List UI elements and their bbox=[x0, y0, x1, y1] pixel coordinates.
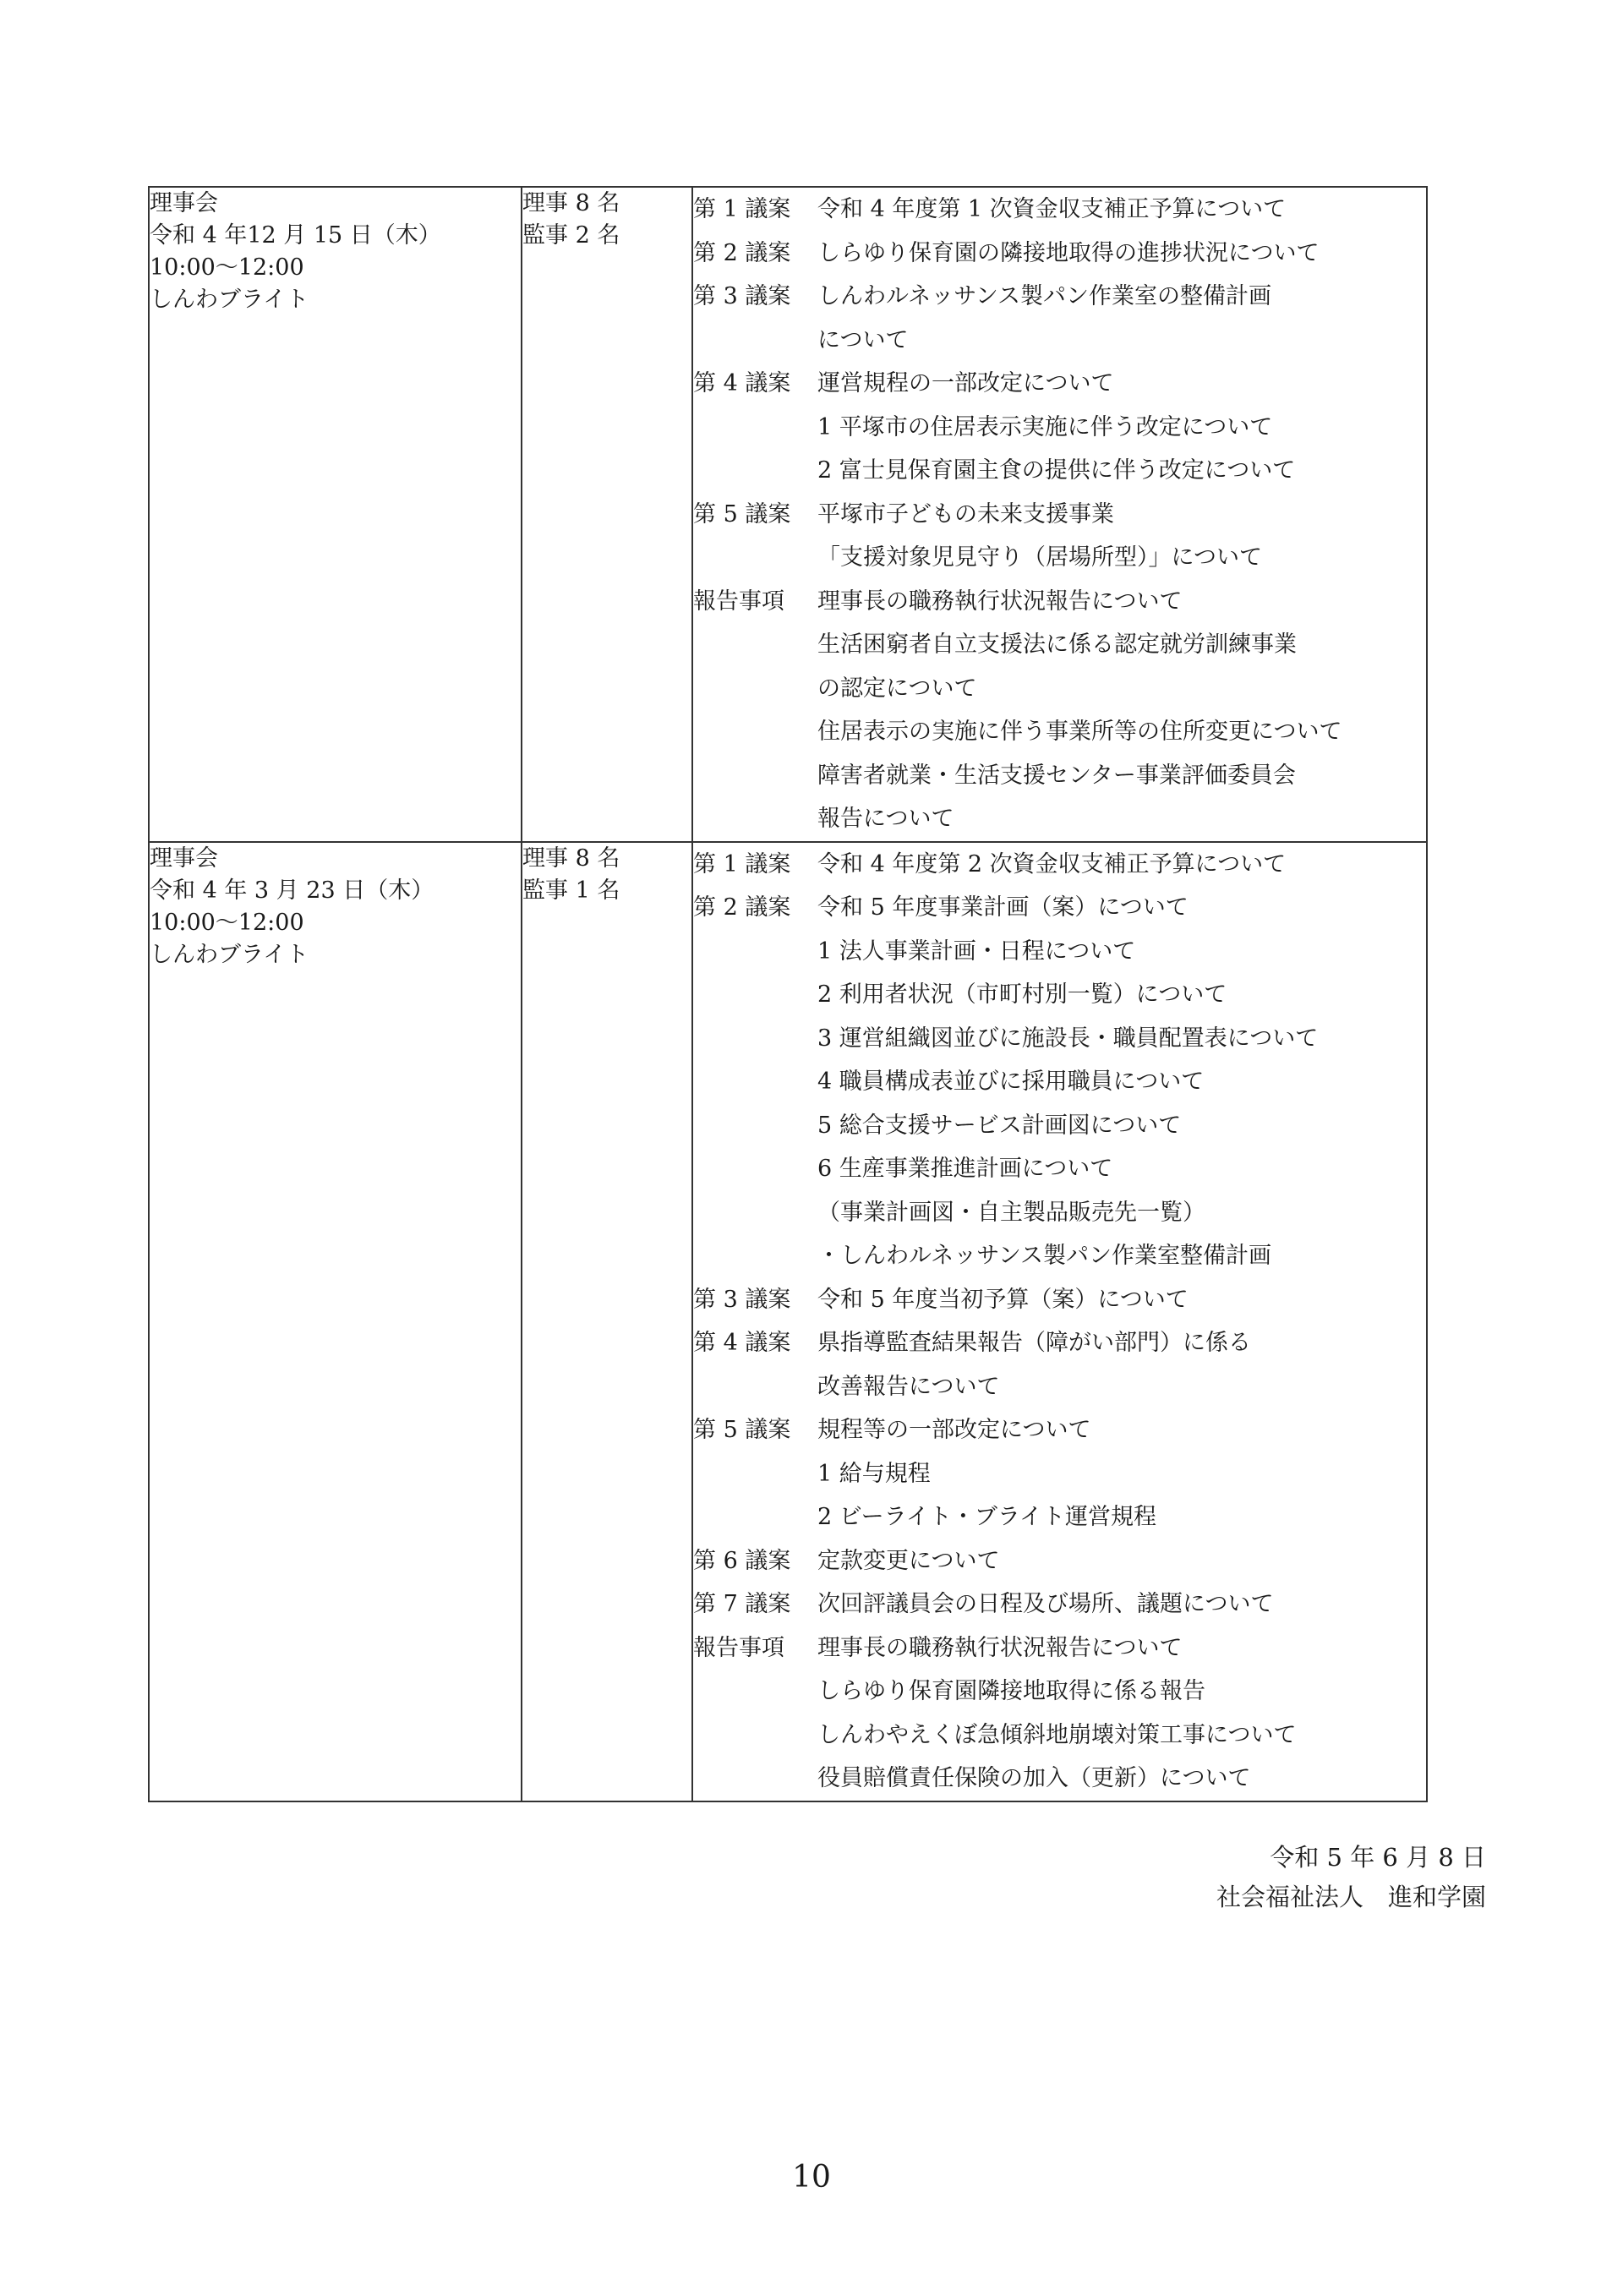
agenda-text: 令和 4 年度第 2 次資金収支補正予算について bbox=[817, 850, 1287, 877]
agenda-text: 3 運営組織図並びに施設長・職員配置表について bbox=[817, 1025, 1319, 1052]
meeting-info-cell bbox=[149, 842, 522, 1801]
agenda-label: 第 1 議案 bbox=[693, 196, 791, 222]
agenda-label bbox=[693, 754, 817, 798]
agenda-text: 令和 5 年度当初予算（案）について bbox=[817, 1286, 1189, 1313]
agenda-label bbox=[693, 536, 817, 580]
agenda-item bbox=[693, 1408, 1426, 1452]
agenda-text: 理事長の職務執行状況報告について bbox=[817, 1634, 1183, 1661]
agenda-label: 第 3 議案 bbox=[693, 283, 791, 309]
agenda-text: の認定について bbox=[817, 675, 977, 702]
agenda-item bbox=[693, 1321, 1426, 1365]
agenda-text: 2 ビーライト・ブライト運営規程 bbox=[817, 1504, 1157, 1530]
agenda-text: 運営規程の一部改定について bbox=[817, 370, 1114, 396]
agenda-label bbox=[693, 1365, 817, 1409]
agenda-label bbox=[693, 1191, 817, 1235]
agenda-label bbox=[693, 1757, 817, 1801]
agenda-item bbox=[693, 1278, 1426, 1322]
agenda-label: 第 2 議案 bbox=[693, 239, 791, 266]
agenda-label bbox=[693, 930, 817, 974]
agenda-text: しらゆり保育園の隣接地取得の進捗状況について bbox=[817, 239, 1320, 266]
agenda-label: 第 3 議案 bbox=[693, 1286, 791, 1313]
agenda-item bbox=[693, 930, 1426, 974]
agenda-label bbox=[693, 1452, 817, 1496]
agenda-text: しんわやえくぼ急傾斜地崩壊対策工事について bbox=[817, 1721, 1297, 1748]
agenda-text: 障害者就業・生活支援センター事業評価委員会 bbox=[817, 762, 1296, 789]
agenda-text: 令和 4 年度第 1 次資金収支補正予算について bbox=[817, 196, 1287, 222]
agenda-item bbox=[693, 1583, 1426, 1626]
agenda-text: 6 生産事業推進計画について bbox=[817, 1156, 1113, 1182]
agenda-item bbox=[693, 1539, 1426, 1583]
agenda-item bbox=[693, 188, 1426, 232]
agenda-label bbox=[693, 1147, 817, 1191]
agenda-label bbox=[693, 1714, 817, 1758]
agenda-text: 2 利用者状況（市町村別一覧）について bbox=[817, 981, 1227, 1008]
agenda-item bbox=[693, 232, 1426, 276]
agenda-label: 第 2 議案 bbox=[693, 894, 791, 921]
agenda-text: （事業計画図・自主製品販売先一覧） bbox=[817, 1199, 1205, 1226]
agenda-label: 第 6 議案 bbox=[693, 1547, 791, 1574]
attendance-line: 監事 2 名 bbox=[522, 222, 620, 249]
agenda-text: 1 給与規程 bbox=[817, 1460, 931, 1487]
agenda-item bbox=[693, 275, 1426, 319]
agenda-label bbox=[693, 1104, 817, 1148]
meetings-table-body bbox=[149, 187, 1427, 1801]
agenda-item bbox=[693, 623, 1426, 667]
agenda-item bbox=[693, 667, 1426, 711]
agenda-label bbox=[693, 1234, 817, 1278]
agenda-label: 報告事項 bbox=[693, 588, 784, 615]
agenda-item bbox=[693, 754, 1426, 798]
meeting-row bbox=[149, 842, 1427, 1801]
agenda-item bbox=[693, 536, 1426, 580]
agenda-item bbox=[693, 710, 1426, 754]
meeting-place: しんわブライト bbox=[150, 941, 309, 968]
meeting-time: 10:00～12:00 bbox=[150, 254, 304, 281]
agenda-text: しらゆり保育園隣接地取得に係る報告 bbox=[817, 1678, 1205, 1704]
page-number: 10 bbox=[792, 2160, 831, 2195]
agenda-item bbox=[693, 1234, 1426, 1278]
agenda-item bbox=[693, 973, 1426, 1017]
agenda-item bbox=[693, 797, 1426, 841]
agenda-label bbox=[693, 973, 817, 1017]
agenda-text: 1 平塚市の住居表示実施に伴う改定について bbox=[817, 413, 1273, 440]
meetings-table bbox=[148, 186, 1428, 1802]
agenda-label: 第 7 議案 bbox=[693, 1591, 791, 1617]
meeting-place: しんわブライト bbox=[150, 287, 309, 313]
attendance-line: 監事 1 名 bbox=[522, 877, 620, 904]
meeting-row bbox=[149, 187, 1427, 842]
agenda-label bbox=[693, 797, 817, 841]
agenda-label bbox=[693, 623, 817, 667]
agenda-item bbox=[693, 843, 1426, 887]
agenda-item bbox=[693, 1626, 1426, 1670]
agenda-label: 第 5 議案 bbox=[693, 1417, 791, 1443]
agenda-text: 県指導監査結果報告（障がい部門）に係る bbox=[817, 1330, 1251, 1356]
agenda-item bbox=[693, 1147, 1426, 1191]
agenda-text: 改善報告について bbox=[817, 1373, 1000, 1400]
attendance-cell bbox=[522, 187, 692, 842]
agenda-label bbox=[693, 406, 817, 450]
footer-date: 令和 5 年 6 月 8 日 bbox=[1270, 1843, 1486, 1872]
agenda-label bbox=[693, 319, 817, 363]
agenda-item bbox=[693, 319, 1426, 363]
agenda-text: について bbox=[817, 326, 909, 353]
meeting-time: 10:00～12:00 bbox=[150, 909, 304, 936]
agenda-text: 4 職員構成表並びに採用職員について bbox=[817, 1069, 1205, 1095]
agenda-label: 報告事項 bbox=[693, 1634, 784, 1661]
meeting-date: 令和 4 年12 月 15 日（木） bbox=[150, 222, 441, 249]
agenda-text: 住居表示の実施に伴う事業所等の住所変更について bbox=[817, 719, 1342, 745]
agenda-label bbox=[693, 1495, 817, 1539]
agenda-item bbox=[693, 449, 1426, 493]
agenda-item bbox=[693, 1757, 1426, 1801]
agenda-item bbox=[693, 406, 1426, 450]
agenda-label bbox=[693, 449, 817, 493]
agenda-text: 2 富士見保育園主食の提供に伴う改定について bbox=[817, 457, 1296, 484]
agenda-item bbox=[693, 1670, 1426, 1714]
agenda-text: 次回評議員会の日程及び場所、議題について bbox=[817, 1591, 1274, 1617]
agenda-text: 1 法人事業計画・日程について bbox=[817, 938, 1136, 965]
agenda-label bbox=[693, 667, 817, 711]
attendance-cell bbox=[522, 842, 692, 1801]
attendance-line: 理事 8 名 bbox=[522, 190, 620, 216]
agenda-text: 平塚市子どもの未来支援事業 bbox=[817, 500, 1114, 528]
agenda-label bbox=[693, 1060, 817, 1104]
agenda-item bbox=[693, 362, 1426, 406]
agenda-label bbox=[693, 1670, 817, 1714]
agenda-text: 定款変更について bbox=[817, 1547, 1000, 1574]
meeting-date: 令和 4 年 3 月 23 日（木） bbox=[150, 877, 434, 904]
agenda-text: 規程等の一部改定について bbox=[817, 1417, 1091, 1443]
agenda-label bbox=[693, 710, 817, 754]
agenda-cell bbox=[692, 842, 1427, 1801]
agenda-text: 令和 5 年度事業計画（案）について bbox=[817, 894, 1189, 921]
agenda-label: 第 5 議案 bbox=[693, 500, 791, 528]
agenda-text: 理事長の職務執行状況報告について bbox=[817, 588, 1183, 615]
agenda-item bbox=[693, 1060, 1426, 1104]
agenda-item bbox=[693, 1452, 1426, 1496]
agenda-label: 第 4 議案 bbox=[693, 1330, 791, 1356]
agenda-item bbox=[693, 1191, 1426, 1235]
agenda-label: 第 4 議案 bbox=[693, 370, 791, 396]
agenda-label: 第 1 議案 bbox=[693, 850, 791, 877]
meeting-info-cell bbox=[149, 187, 522, 842]
agenda-item bbox=[693, 1104, 1426, 1148]
agenda-item bbox=[693, 886, 1426, 930]
agenda-item bbox=[693, 1017, 1426, 1061]
agenda-text: 5 総合支援サービス計画図について bbox=[817, 1112, 1182, 1139]
agenda-item bbox=[693, 1714, 1426, 1758]
agenda-item bbox=[693, 1495, 1426, 1539]
agenda-text: 報告について bbox=[817, 806, 954, 832]
agenda-text: 役員賠償責任保険の加入（更新）について bbox=[817, 1765, 1251, 1791]
agenda-item bbox=[693, 580, 1426, 624]
meeting-type: 理事会 bbox=[150, 190, 218, 216]
agenda-text: しんわルネッサンス製パン作業室の整備計画 bbox=[817, 283, 1272, 309]
agenda-text: 「支援対象児見守り（居場所型）」について bbox=[817, 544, 1262, 571]
attendance-line: 理事 8 名 bbox=[522, 845, 620, 872]
agenda-text: ・しんわルネッサンス製パン作業室整備計画 bbox=[817, 1243, 1272, 1269]
meeting-type: 理事会 bbox=[150, 845, 218, 872]
agenda-text: 生活困窮者自立支援法に係る認定就労訓練事業 bbox=[817, 631, 1297, 658]
footer-organization: 社会福祉法人 進和学園 bbox=[1216, 1883, 1486, 1911]
agenda-cell bbox=[692, 187, 1427, 842]
agenda-item bbox=[693, 1365, 1426, 1409]
agenda-item bbox=[693, 493, 1426, 537]
agenda-label bbox=[693, 1017, 817, 1061]
